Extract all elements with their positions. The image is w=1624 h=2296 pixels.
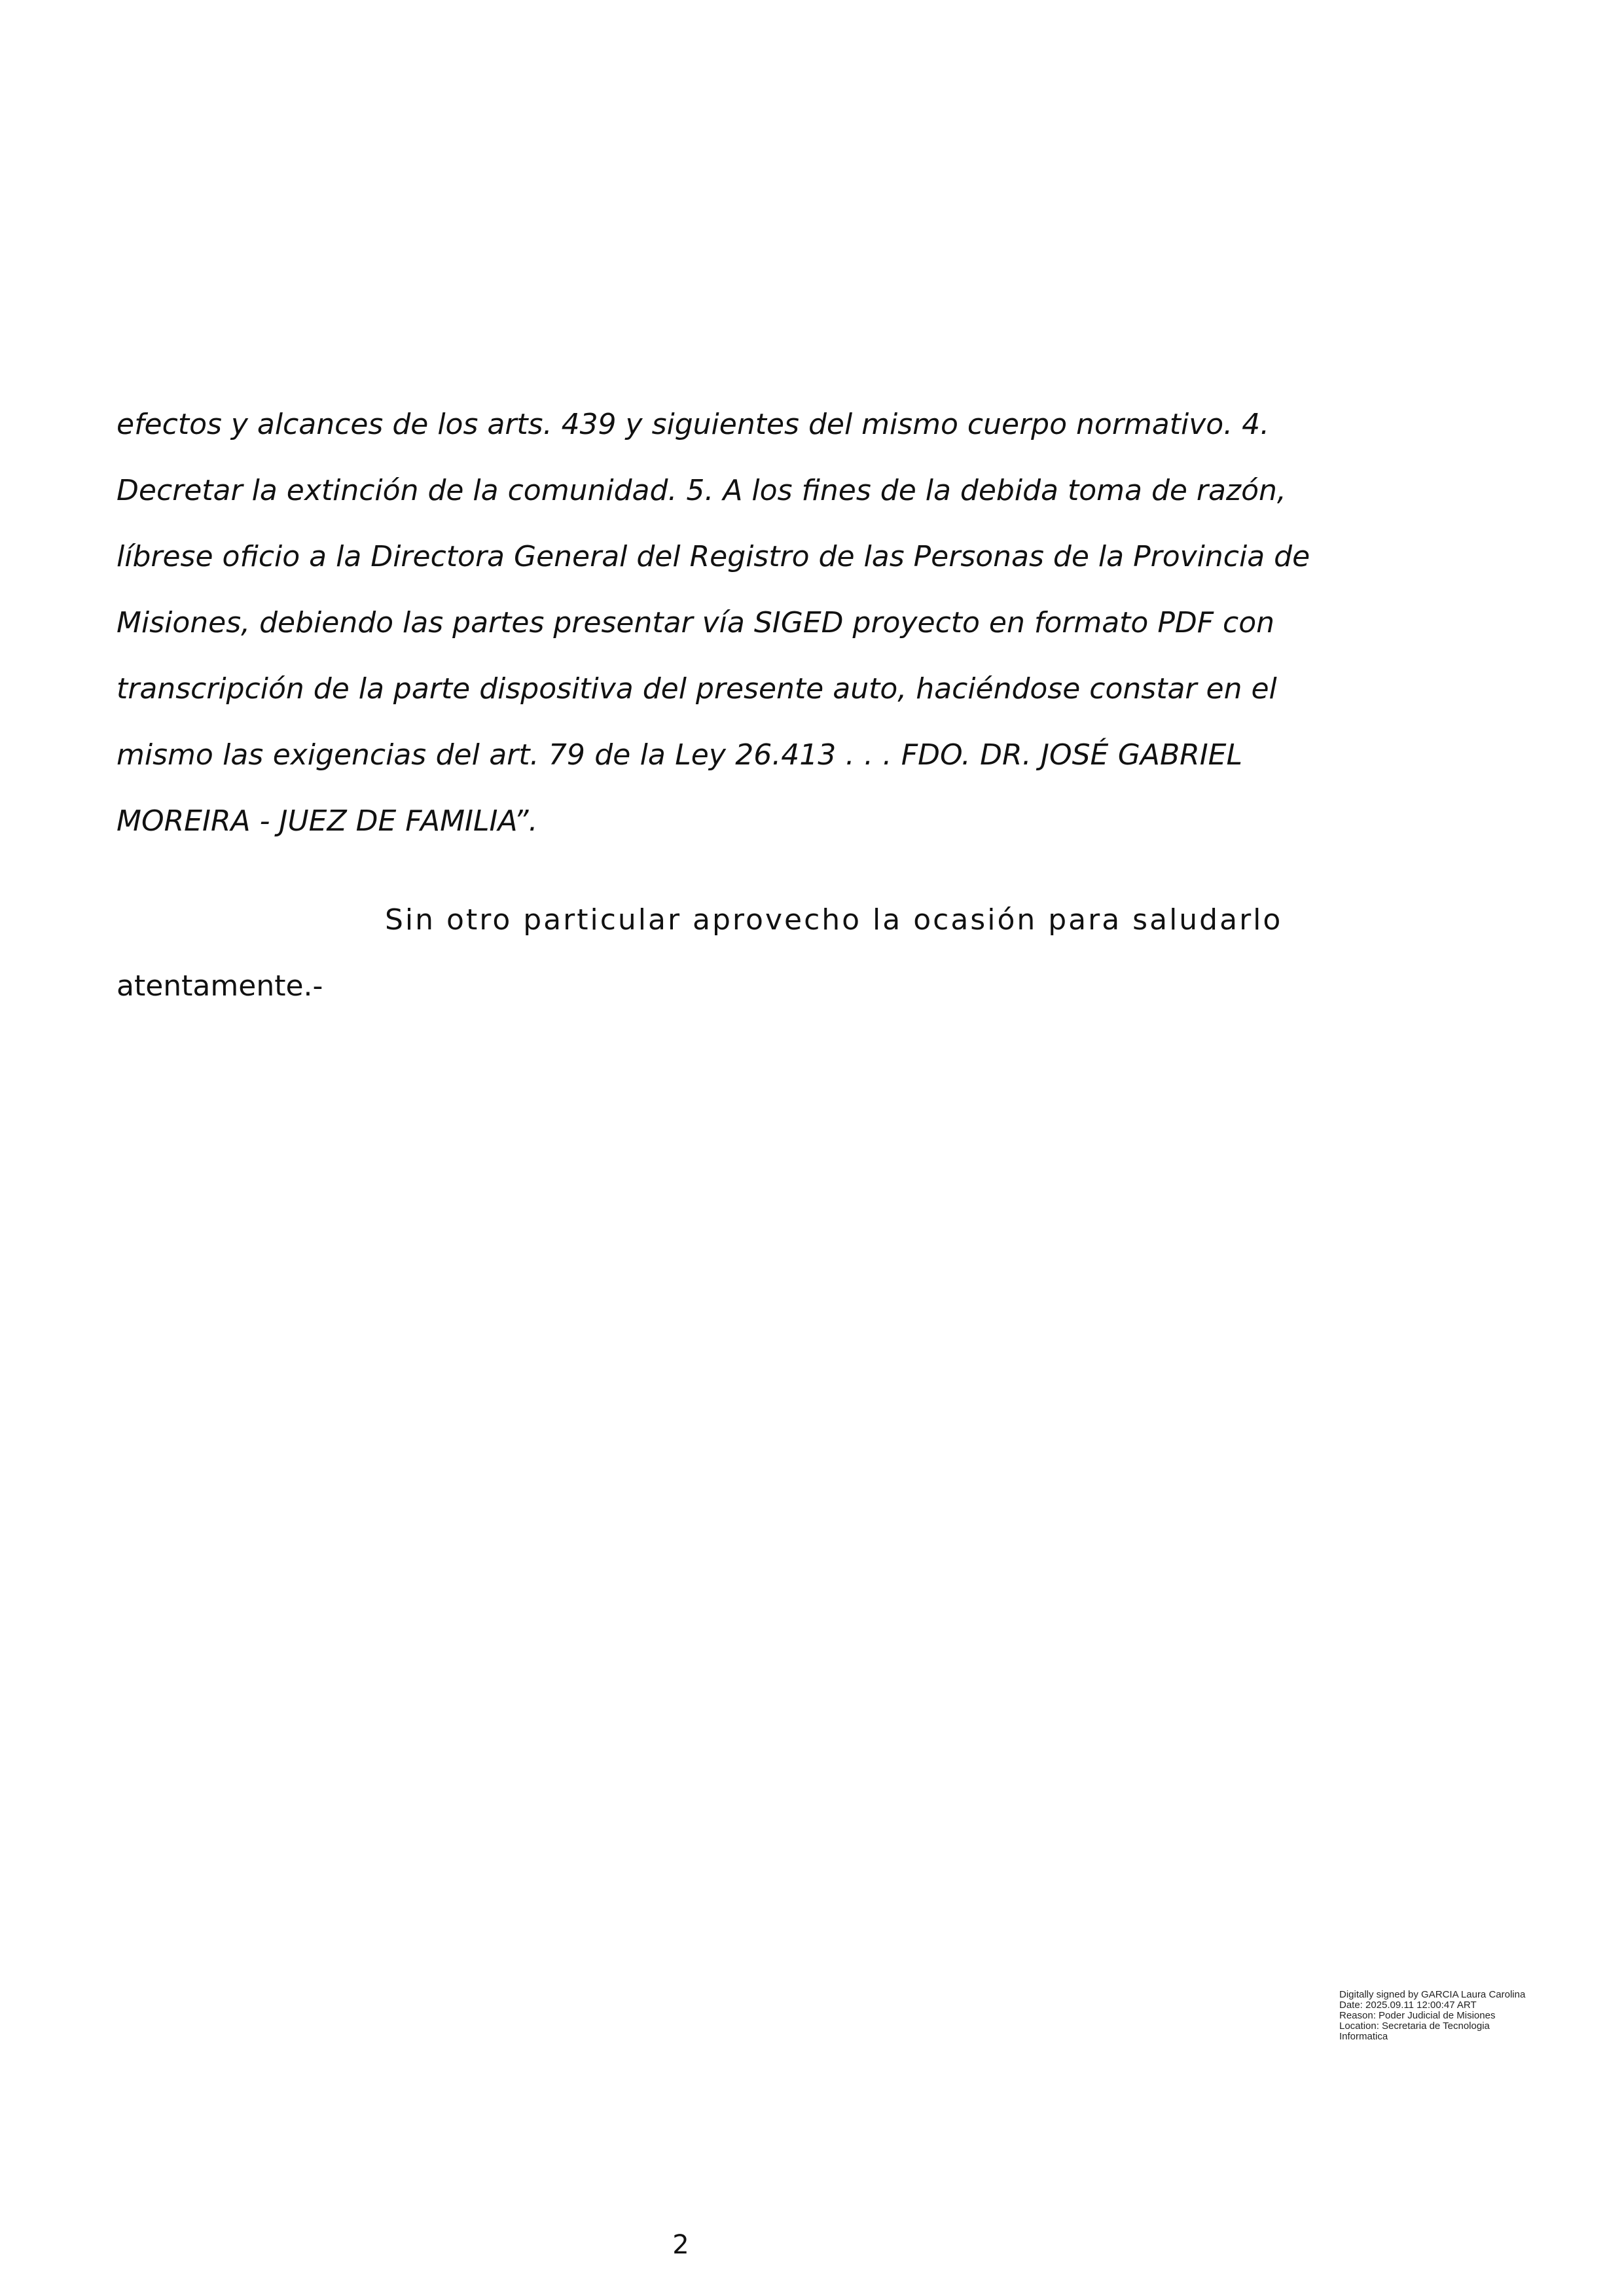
closing-line-2: atentamente.- — [117, 969, 323, 1003]
closing-line-1: Sin otro particular aprovecho la ocasión para saludarlo — [385, 903, 1283, 937]
quote-line-5: transcripción de la parte dispositiva del presente auto, haciéndose constar en el — [117, 672, 1277, 706]
digital-signature-stamp — [1339, 1990, 1588, 2042]
quote-line-2: Decretar la extinción de la comunidad. 5. A los fines de la debida toma de razón, — [117, 474, 1286, 507]
quote-line-1: efectos y alcances de los arts. 439 y siguientes del mismo cuerpo normativo. 4. — [117, 408, 1270, 441]
quote-line-4: Misiones, debiendo las partes presentar vía SIGED proyecto en formato PDF con — [117, 606, 1275, 639]
closing-paragraph — [117, 887, 1283, 1019]
quoted-resolution-text — [117, 391, 1310, 854]
page-number: 2 — [672, 2230, 689, 2260]
quote-line-3: líbrese oficio a la Directora General del Registro de las Personas de la Provincia de — [117, 540, 1310, 573]
signature-reason: Reason: Poder Judicial de Misiones — [1339, 2010, 1496, 2021]
signature-date: Date: 2025.09.11 12:00:47 ART — [1339, 2000, 1477, 2011]
signature-signed-by: Digitally signed by GARCIA Laura Carolina — [1339, 1989, 1526, 2000]
quote-line-6: mismo las exigencias del art. 79 de la Ley 26.413 . . . FDO. DR. JOSÉ GABRIEL — [117, 738, 1242, 772]
signature-location: Location: Secretaria de Tecnologia — [1339, 2020, 1490, 2032]
quote-line-7: MOREIRA - JUEZ DE FAMILIA”. — [117, 804, 538, 838]
signature-location-continued: Informatica — [1339, 2031, 1388, 2042]
